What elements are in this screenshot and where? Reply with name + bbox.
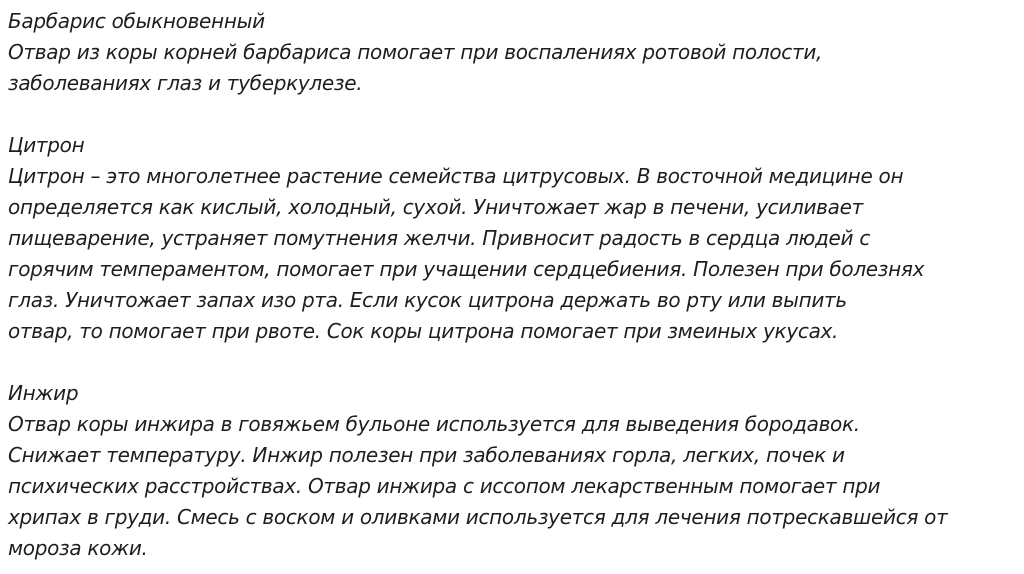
text-line: заболеваниях глаз и туберкулезе. xyxy=(8,71,363,95)
text-line: мороза кожи. xyxy=(8,536,148,560)
text-line: Цитрон – это многолетнее растение семейства цитрусовых. В восточной медицине он xyxy=(8,164,904,188)
text-line: отвар, то помогает при рвоте. Сок коры цитрона помогает при змеиных укусах. xyxy=(8,319,839,343)
text-line: горячим темпераментом, помогает при учащении сердцебиения. Полезен при болезнях xyxy=(8,257,925,281)
section-title: Инжир xyxy=(8,381,79,405)
text-line: психических расстройствах. Отвар инжира с иссопом лекарственным помогает при xyxy=(8,474,881,498)
section-citron xyxy=(8,130,1016,347)
paragraph-spacer xyxy=(8,99,1016,130)
text-line: хрипах в груди. Смесь с воском и оливками используется для лечения потрескавшейся от xyxy=(8,505,948,529)
text-line: пищеварение, устраняет помутнения желчи. Привносит радость в сердца людей с xyxy=(8,226,871,250)
section-fig xyxy=(8,378,1016,564)
text-line: Отвар из коры корней барбариса помогает при воспалениях ротовой полости, xyxy=(8,40,823,64)
section-barberry xyxy=(8,6,1016,99)
text-line: определяется как кислый, холодный, сухой. Уничтожает жар в печени, усиливает xyxy=(8,195,863,219)
paragraph-spacer xyxy=(8,347,1016,378)
text-line: глаз. Уничтожает запах изо рта. Если кусок цитрона держать во рту или выпить xyxy=(8,288,847,312)
text-line: Снижает температуру. Инжир полезен при заболеваниях горла, легких, почек и xyxy=(8,443,845,467)
section-title: Барбарис обыкновенный xyxy=(8,9,265,33)
section-title: Цитрон xyxy=(8,133,85,157)
text-line: Отвар коры инжира в говяжьем бульоне используется для выведения бородавок. xyxy=(8,412,860,436)
